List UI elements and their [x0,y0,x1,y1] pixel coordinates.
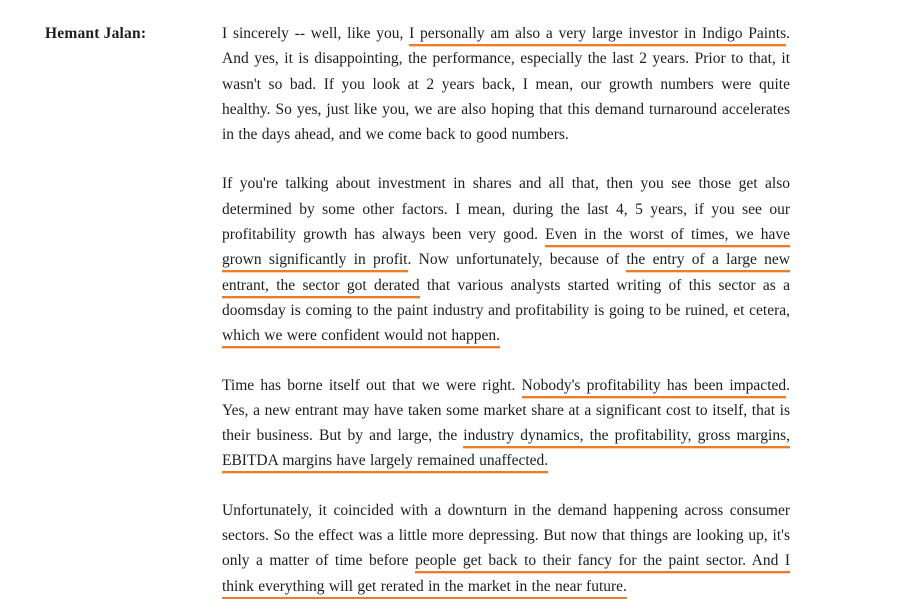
text-segment: . And yes, it is disappointing, the performance, especially the last 2 years. Prior to that, it wasn't so bad. If you look at 2 years back, I mean, our growth numbers were quite healthy. So yes, just like you, we are also hoping that this demand turnaround accelerates in the days ahead, and we come back to good numbers. [222,25,790,144]
text-segment: Time has borne itself out that we were right. [222,376,522,394]
text-segment: that various analysts started writing of this sector as a doomsday is coming to the paint industry and profitability is going to be ruined, et cetera, [222,276,790,319]
paragraph [222,498,790,599]
highlighted-text: industry dynamics, the profitability, gross margins, EBITDA margins have largely remained unaffected. [222,427,790,473]
text-segment: . Now unfortunately, because of [407,251,627,269]
highlighted-text: the entry of a large new entrant, the sector got derated [222,251,790,297]
highlighted-text: which we were confident would not happen. [222,327,500,348]
highlighted-text: people get back to their fancy for the paint sector. And I think everything will get rerated in the market in the near future. [222,552,790,598]
highlighted-text: Nobody's profitability has been impacted [522,377,787,398]
speaker-column [45,21,222,46]
text-segment: I sincerely -- well, like you, [222,25,410,42]
transcript-body [222,21,790,599]
text-segment: Unfortunately, it coincided with a downturn in the demand happening across consumer sectors. So the effect was a little more depressing. But now that things are looking up, it's only a matter of time before [222,501,790,570]
text-segment: . Yes, a new entrant may have taken some market share at a significant cost to itself, that is their business. But by and large, the [222,376,791,445]
paragraph [222,21,790,147]
paragraph [222,373,790,474]
paragraph [222,171,790,348]
highlighted-text: Even in the worst of times, we have grown significantly in profit [222,226,790,272]
text-segment: If you're talking about investment in shares and all that, then you see those get also determined by some other factors. I mean, during the last 4, 5 years, if you see our profitability growth has always been very good. [222,175,790,244]
highlighted-text: I personally am also a very large investor in Indigo Paints [409,25,786,46]
speaker-name: Hemant Jalan: [45,25,147,42]
